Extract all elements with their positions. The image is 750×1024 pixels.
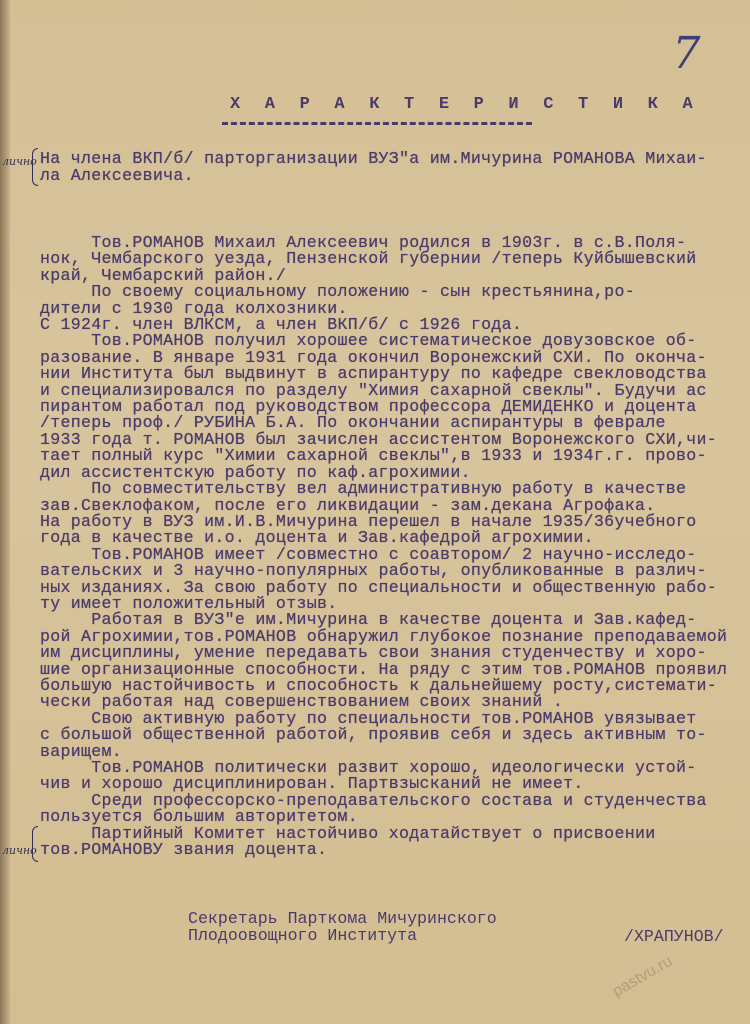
body-line: По совместительству вел административную работу в качестве	[40, 479, 687, 499]
body-line: большую настойчивость и способность к дальнейшему росту,системати-	[40, 675, 718, 695]
body-line: ных изданиях. За свою работу по специальности и общественную рабо-	[40, 577, 718, 597]
body-line: года в качестве и.о. доцента и Зав.кафедрой агрохимии.	[40, 528, 594, 548]
body-line: /теперь проф./ РУБИНА Б.А. По окончании аспирантуры в феврале	[40, 413, 666, 433]
body-line: шие организационные способности. На ряду с этим тов.РОМАНОВ проявил	[40, 659, 728, 679]
body-line: С 1924г. член ВЛКСМ, а член ВКП/б/ с 1926 года.	[40, 315, 523, 335]
body-line: тов.РОМАНОВУ звания доцента.	[40, 840, 328, 860]
body-line: тает полный курс "Химии сахарной свеклы",в 1933 и 1934г.г. прово-	[40, 446, 707, 466]
document-title: Х А Р А К Т Е Р И С Т И К А	[230, 95, 700, 114]
body-line: 1933 года т. РОМАНОВ был зачислен ассистентом Воронежского СХИ,чи-	[40, 429, 718, 449]
body-line: дители с 1930 года колхозники.	[40, 298, 348, 318]
margin-note: лично	[2, 844, 37, 857]
body-line: Тов.РОМАНОВ политически развит хорошо, идеологически устой-	[40, 758, 697, 777]
margin-brace	[32, 826, 38, 862]
body-line: им дисциплины, умение передавать свои знания студенчеству и хоро-	[40, 643, 707, 663]
document-body	[40, 235, 727, 858]
body-line: Работая в ВУЗ"е им.Мичурина в качестве доцента и Зав.кафед-	[40, 610, 697, 630]
watermark: pastvu.ru	[609, 952, 676, 1001]
paper-edge	[0, 0, 10, 1024]
heading-line: ла Алексеевича.	[40, 166, 194, 185]
body-line: Тов.РОМАНОВ получил хорошее систематическое довузовское об-	[40, 331, 697, 351]
body-line: и специализировался по разделу "Химия сахарной свеклы". Будучи ас	[40, 380, 707, 400]
body-line: Свою активную работу по специальности тов.РОМАНОВ увязывает	[40, 708, 697, 728]
body-line: нок, Чембарского уезда, Пензенской губернии /теперь Куйбышевский	[40, 249, 697, 269]
body-line: чив и хорошо дисциплинирован. Партвзысканий не имеет.	[40, 774, 584, 794]
body-line: варищем.	[40, 741, 123, 761]
body-line: ту имеет положительный отзыв.	[40, 593, 338, 613]
body-line: Партийный Комитет настойчиво ходатайствует о присвоении	[40, 823, 656, 843]
body-line: На работу в ВУЗ им.И.В.Мичурина перешел в начале 1935/36учебного	[40, 511, 697, 531]
body-line: пользуется большим авторитетом.	[40, 807, 358, 827]
body-line: край, Чембарский район./	[40, 265, 287, 285]
body-line: разование. В январе 1931 года окончил Воронежский СХИ. По оконча-	[40, 347, 707, 367]
body-line: зав.Свеклофаком, после его ликвидации - зам.декана Агрофака.	[40, 495, 656, 515]
body-line: нии Института был выдвинут в аспирантуру по кафедре свекловодства	[40, 364, 707, 384]
margin-note: лично	[2, 155, 37, 168]
body-line: рой Агрохимии,тов.РОМАНОВ обнаружил глубокое познание преподаваемой	[40, 626, 728, 646]
body-line: с большой общественной работой, проявив себя и здесь активным то-	[40, 725, 707, 745]
body-line: дил ассистентскую работу по каф.агрохимии.	[40, 462, 471, 482]
body-line: вательских и 3 научно-популярных работы, опубликованные в различ-	[40, 561, 707, 581]
signature-line: Плодоовощного Института	[188, 926, 418, 945]
signature-block	[188, 910, 497, 944]
body-line: Тов.РОМАНОВ имеет /совместно с соавтором/ 2 научно-исследо-	[40, 544, 697, 564]
page-number: 7	[666, 28, 706, 79]
body-line: пирантом работал под руководством профессора ДЕМИДЕНКО и доцента	[40, 397, 697, 417]
body-line: Тов.РОМАНОВ Михаил Алексеевич родился в 1903г. в с.В.Поля-	[40, 233, 687, 252]
title-underline	[222, 122, 532, 125]
heading-line: На члена ВКП/б/ парторганизации ВУЗ"а им.Мичурина РОМАНОВА Михаи-	[40, 149, 707, 168]
signature-line: Секретарь Парткома Мичуринского	[188, 909, 497, 928]
heading-block	[40, 150, 707, 184]
body-line: Среди профессорско-преподавательского состава и студенчества	[40, 790, 707, 810]
signer-name: /ХРАПУНОВ/	[624, 927, 724, 946]
body-line: чески работая над совершенствованием своих знаний .	[40, 692, 564, 712]
body-line: По своему социальному положению - сын крестьянина,ро-	[40, 282, 635, 302]
margin-brace	[32, 148, 38, 186]
